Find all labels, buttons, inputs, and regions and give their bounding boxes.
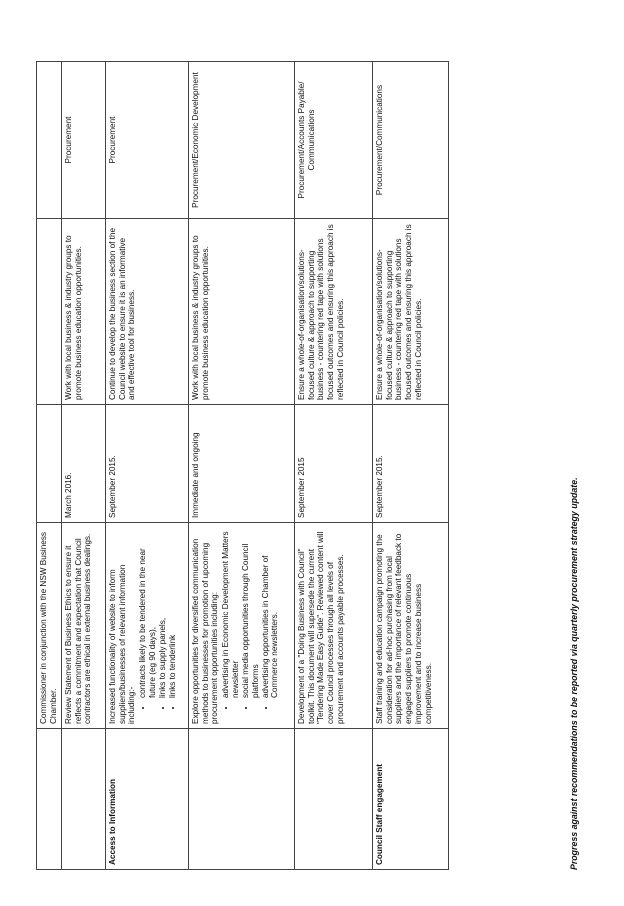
strategy-table bbox=[36, 61, 449, 870]
area-cell: Council Staff engagement bbox=[372, 729, 448, 870]
list-item: • links to supply panels, bbox=[158, 527, 168, 698]
outcome-cell: Work with local business & industry groups to promote business education opportunities. bbox=[61, 219, 105, 405]
area-cell bbox=[294, 729, 372, 870]
responsibility-cell bbox=[37, 62, 62, 219]
area-cell bbox=[37, 729, 62, 870]
bullet-list bbox=[138, 527, 177, 724]
area-cell bbox=[61, 729, 105, 870]
table-row bbox=[372, 62, 448, 870]
responsibility-cell: Procurement bbox=[61, 62, 105, 219]
table-row bbox=[37, 62, 62, 870]
action-cell bbox=[188, 523, 294, 729]
action-cell bbox=[105, 523, 188, 729]
timeframe-cell bbox=[37, 405, 62, 523]
action-intro: Explore opportunities for diversified communication methods to businesses for promotion of upcoming procurement opportunities including: bbox=[190, 538, 220, 724]
responsibility-cell: Procurement/Accounts Payable/ Communications bbox=[294, 62, 372, 219]
list-item: • advertising in Economic Development Matters newsletter bbox=[221, 527, 241, 698]
timeframe-cell: Immediate and ongoing bbox=[188, 405, 294, 523]
list-item: • links to tenderlink bbox=[168, 527, 178, 698]
action-cell: Staff training and education campaign promoting the consideration for ad-hoc purchasing from local suppliers and the importance of relevant feedback to engaged suppliers to promote continuous improvement and to increase business competitiveness. bbox=[372, 523, 448, 729]
area-cell bbox=[188, 729, 294, 870]
outcome-cell: Work with local business & industry groups to promote business education opportunities. bbox=[188, 219, 294, 405]
action-cell: Development of a "Doing Business with Council" toolkit. This document will supersede the current "Tendering Made Easy Guide". Reviewed content will cover Council processes through all levels of procurement and accounts payable processes. bbox=[294, 523, 372, 729]
action-intro: Increased functionality of website to inform suppliers/businesses of relevant information including:- bbox=[107, 564, 137, 724]
responsibility-cell: Procurement/Communications bbox=[372, 62, 448, 219]
footer-note: Progress against recommendations to be reported via quarterly procurement strategy update. bbox=[569, 477, 579, 870]
bullet-list bbox=[221, 527, 280, 724]
table-row bbox=[188, 62, 294, 870]
timeframe-cell: September 2015. bbox=[105, 405, 188, 523]
table-row bbox=[294, 62, 372, 870]
outcome-cell: Ensure a whole-of-organisation/solutions-focused culture & approach to supporting business - countering red tape with solutions focused outcomes and ensuring this approach is reflected in Council policies. bbox=[372, 219, 448, 405]
action-cell: Commissioner in conjunction with the NSW Business Chamber. bbox=[37, 523, 62, 729]
outcome-cell: Continue to develop the business section of the Council website to ensure it is an informative and effective tool for business. bbox=[105, 219, 188, 405]
table-row bbox=[105, 62, 188, 870]
table-row bbox=[61, 62, 105, 870]
list-item: • social media opportunities through Council platforms bbox=[241, 527, 261, 698]
rotated-page bbox=[36, 62, 588, 870]
outcome-cell: Ensure a whole-of-organisation/solutions-focused culture & approach to supporting business - countering red tape with solutions focused outcomes and ensuring this approach is reflected in Council policies. bbox=[294, 219, 372, 405]
action-cell: Review Statement of Business Ethics to ensure it reflects a commitment and expectation that Council contractors are ethical in external business dealings. bbox=[61, 523, 105, 729]
list-item: • advertising opportunities in Chamber of Commerce newsletters. bbox=[261, 527, 281, 698]
timeframe-cell: September 2015 bbox=[294, 405, 372, 523]
area-cell: Access to Information bbox=[105, 729, 188, 870]
timeframe-cell: September 2015. bbox=[372, 405, 448, 523]
outcome-cell bbox=[37, 219, 62, 405]
responsibility-cell: Procurement bbox=[105, 62, 188, 219]
timeframe-cell: March 2016. bbox=[61, 405, 105, 523]
responsibility-cell: Procurement/Economic Development bbox=[188, 62, 294, 219]
list-item: • contracts likely to be tendered in the near future (eg 90 days), bbox=[138, 527, 158, 698]
